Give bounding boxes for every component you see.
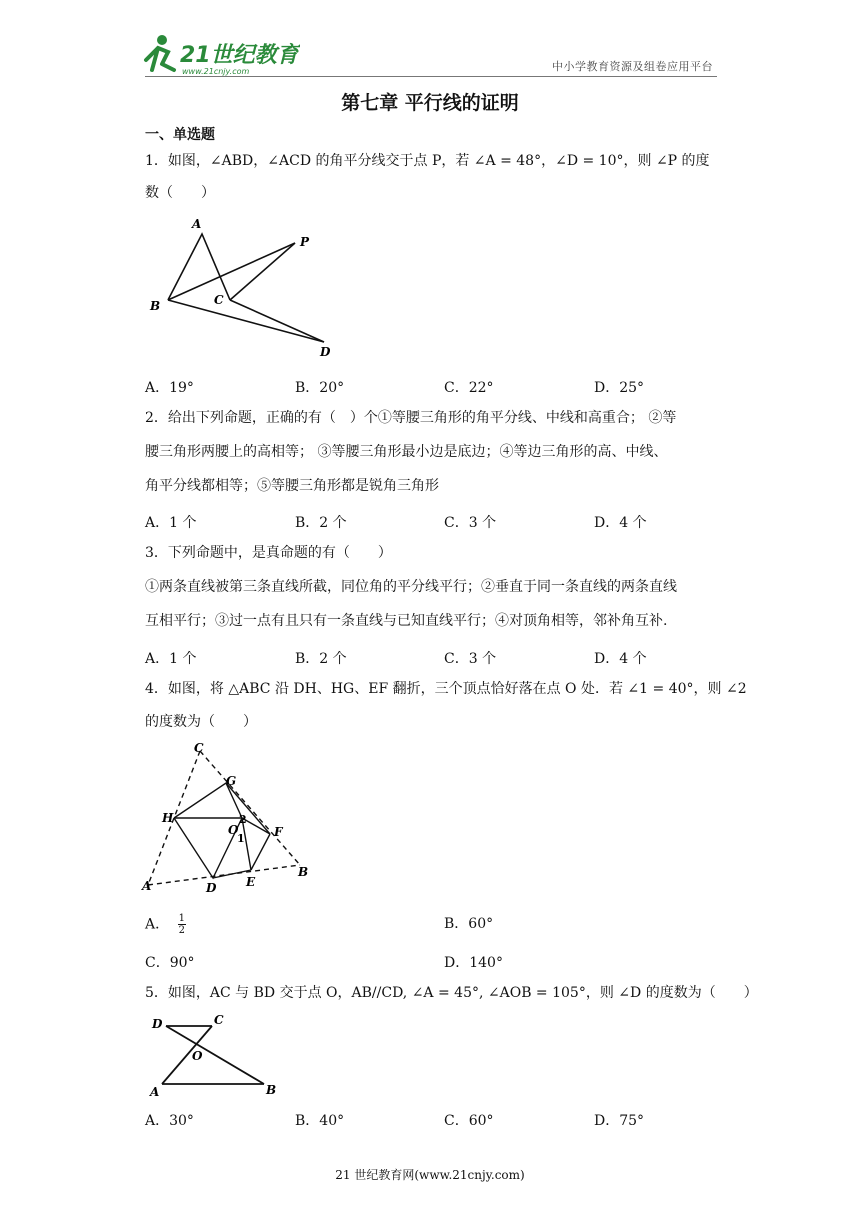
q2-text-line2: 腰三角形两腰上的高相等； ③等腰三角形最小边是底边；④等边三角形的高、中线、 [145,444,668,460]
q4-label-b: B [298,865,309,879]
q4-label-c: C [194,741,204,755]
section-heading: 一、单选题 [145,127,215,143]
q1-option-a[interactable]: A．19° [145,380,194,396]
q2-option-d[interactable]: D．4 个 [594,515,647,531]
q4-option-d[interactable]: D．140° [444,955,503,971]
q3-option-d[interactable]: D．4 个 [594,651,647,667]
q3-option-b[interactable]: B．2 个 [295,651,347,667]
q4-label-1: 1 [237,832,245,845]
q4-text-line2: 的度数为（ ） [145,714,257,730]
q1-label-a: A [192,217,202,231]
q4-option-a-label: A． [145,916,170,933]
q4-label-o: O [228,823,239,837]
site-logo [140,30,300,80]
q5-option-a[interactable]: A．30° [145,1113,194,1129]
q5-label-b: B [266,1083,277,1097]
q1-label-b: B [150,299,161,313]
q3-option-a[interactable]: A．1 个 [145,651,197,667]
q3-text-line1: 3．下列命题中，是真命题的有（ ） [145,545,392,561]
q1-text-line2: 数（ ） [145,185,215,201]
q4-label-h: H [162,811,174,825]
q4-option-a-fraction: $\frac{1}{2}$ [178,913,185,936]
q4-figure [138,738,318,896]
q4-label-a: A [142,879,152,893]
q1-text-line1: 1．如图，∠ABD，∠ACD 的角平分线交于点 P，若 ∠A = 48°，∠D = 10°，则 ∠P 的度 [145,153,710,169]
q5-option-d[interactable]: D．75° [594,1113,645,1129]
q2-text-line3: 角平分线都相等；⑤等腰三角形都是锐角三角形 [145,478,439,494]
platform-name: 中小学教育资源及组卷应用平台 [552,60,713,73]
q3-option-c[interactable]: C．3 个 [444,651,497,667]
q3-text-line2: ①两条直线被第三条直线所截，同位角的平分线平行；②垂直于同一条直线的两条直线 [145,579,677,595]
q4-label-2: 2 [239,813,247,826]
q5-figure [142,1008,282,1100]
q1-option-d[interactable]: D．25° [594,380,645,396]
q1-label-c: C [214,293,224,307]
q1-label-p: P [300,235,310,249]
q1-figure [140,210,340,362]
q5-label-d: D [152,1017,163,1031]
q2-option-c[interactable]: C．3 个 [444,515,497,531]
q3-text-line3: 互相平行；③过一点有且只有一条直线与已知直线平行；④对顶角相等，邻补角互补. [145,613,668,629]
q1-label-d: D [320,345,331,359]
q2-option-a[interactable]: A．1 个 [145,515,197,531]
q2-text-line1: 2．给出下列命题，正确的有（ ）个①等腰三角形的角平分线、中线和高重合； ②等 [145,410,677,426]
logo-url: www.21cnjy.com [182,67,250,76]
header-divider [145,76,717,77]
q4-label-d: D [206,881,217,895]
logo-text: 21世纪教育 [180,43,299,68]
q5-text-line1: 5．如图，AC 与 BD 交于点 O，AB//CD, ∠A = 45°, ∠AOB = 105°，则 ∠D 的度数为（ ） [145,985,758,1001]
page-footer: 21 世纪教育网(www.21cnjy.com) [335,1168,525,1182]
q1-option-c[interactable]: C．22° [444,380,494,396]
q4-option-c[interactable]: C．90° [145,955,195,971]
q4-text-line1: 4．如图，将 △ABC 沿 DH、HG、EF 翻折，三个顶点恰好落在点 O 处．若 ∠1 = 40°，则 ∠2 [145,681,747,697]
q2-option-b[interactable]: B．2 个 [295,515,347,531]
runner-icon [146,35,174,70]
q5-label-a: A [150,1085,160,1099]
q4-label-f: F [274,825,283,839]
q5-option-b[interactable]: B．40° [295,1113,345,1129]
q5-option-c[interactable]: C．60° [444,1113,494,1129]
q4-option-b[interactable]: B．60° [444,916,494,932]
q1-option-b[interactable]: B．20° [295,380,345,396]
q4-label-g: G [226,774,237,788]
q5-label-c: C [214,1013,224,1027]
q5-label-o: O [192,1049,203,1063]
q4-label-e: E [246,875,256,889]
q4-option-a[interactable] [145,913,186,936]
page-title: 第七章 平行线的证明 [341,92,519,114]
